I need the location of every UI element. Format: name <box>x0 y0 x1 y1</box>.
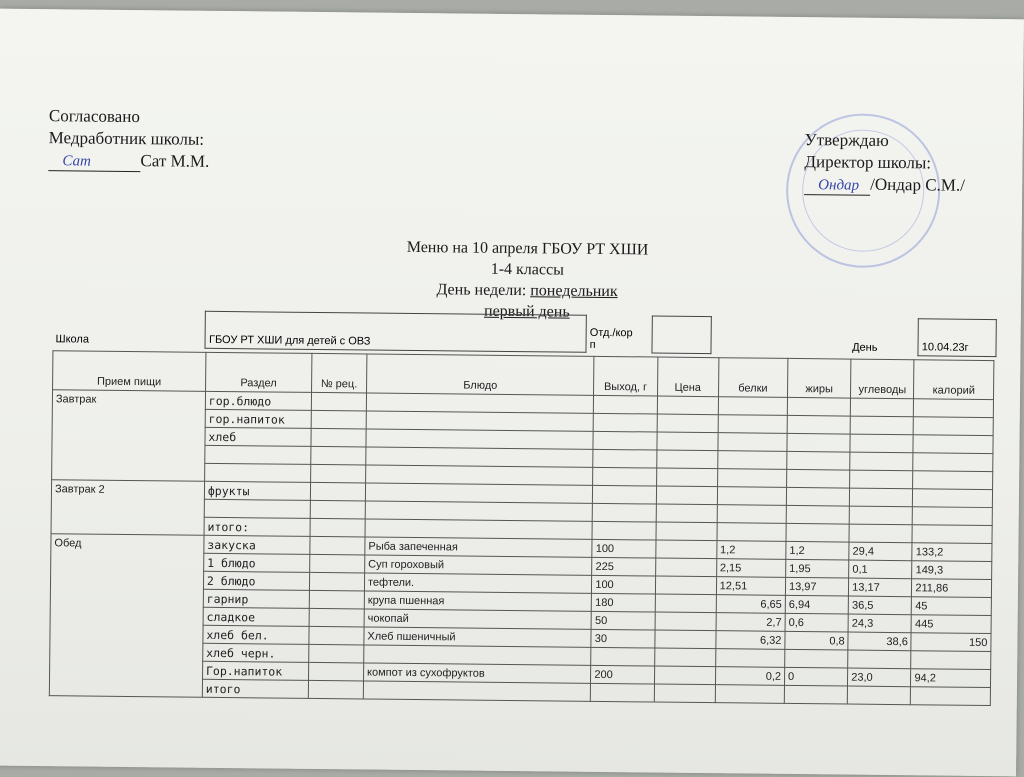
output-cell <box>594 395 657 414</box>
section-cell <box>205 445 311 464</box>
fat-cell <box>785 649 848 668</box>
kcal-cell <box>914 399 994 418</box>
fat-cell: 6,94 <box>785 595 848 614</box>
dish-cell <box>366 465 594 485</box>
price-cell <box>655 594 716 613</box>
output-cell <box>592 521 655 540</box>
carb-cell: 0,1 <box>849 560 912 579</box>
kcal-cell <box>912 525 992 544</box>
day-value: 10.04.23г <box>918 319 996 357</box>
dish-cell: чокопай <box>364 609 592 629</box>
carb-cell <box>849 524 912 543</box>
price-cell <box>656 486 717 505</box>
meal-cell: Завтрак <box>52 390 206 482</box>
recipe-cell <box>309 644 364 663</box>
meal-cell: Обед <box>49 534 204 698</box>
fat-cell: 1,2 <box>786 541 849 560</box>
recipe-cell <box>310 482 365 501</box>
carb-cell <box>848 650 911 669</box>
col-header: углеводы <box>851 359 915 399</box>
carb-cell <box>850 416 913 435</box>
menu-table <box>49 350 995 706</box>
fat-cell <box>787 469 850 488</box>
heading-line-4: первый день <box>483 302 570 321</box>
kcal-cell <box>913 507 993 526</box>
output-cell: 225 <box>592 557 655 576</box>
dish-cell: крупа пшенная <box>364 591 592 611</box>
agreed-block <box>48 105 210 173</box>
recipe-cell <box>310 500 365 519</box>
col-header: жиры <box>788 358 852 398</box>
carb-cell <box>850 488 913 507</box>
kcal-cell: 211,86 <box>912 579 992 598</box>
section-cell: хлеб <box>205 427 311 446</box>
price-cell <box>657 414 718 433</box>
carb-cell: 29,4 <box>849 542 912 561</box>
recipe-cell <box>310 518 365 537</box>
dish-cell <box>366 447 594 467</box>
protein-cell <box>715 685 784 704</box>
carb-cell: 24,3 <box>848 614 911 633</box>
kcal-cell: 445 <box>911 615 991 634</box>
recipe-cell <box>309 608 364 627</box>
dish-cell <box>365 519 593 539</box>
carb-cell: 13,17 <box>849 578 912 597</box>
kcal-cell: 150 <box>911 633 991 652</box>
carb-cell <box>851 398 914 417</box>
carb-cell: 23,0 <box>848 668 911 687</box>
price-cell <box>657 396 718 415</box>
price-cell <box>656 522 717 541</box>
section-cell: гор.напиток <box>205 409 311 428</box>
protein-cell <box>717 451 786 470</box>
protein-cell <box>717 523 786 542</box>
approve-title: Утверждаю <box>804 130 889 150</box>
output-cell <box>593 431 656 450</box>
output-cell: 100 <box>592 575 655 594</box>
fat-cell <box>787 451 850 470</box>
output-cell <box>593 503 656 522</box>
protein-cell <box>718 415 787 434</box>
signature-line <box>804 176 870 196</box>
protein-cell: 1,2 <box>716 541 785 560</box>
output-cell: 50 <box>591 611 654 630</box>
dish-cell: Рыба запеченная <box>365 537 593 557</box>
kcal-cell: 149,3 <box>912 561 992 580</box>
fat-cell <box>786 487 849 506</box>
fat-cell <box>787 415 850 434</box>
dish-cell: тефтели. <box>364 573 592 593</box>
protein-cell <box>717 487 786 506</box>
fat-cell <box>786 505 849 524</box>
approve-block <box>804 129 965 197</box>
fat-cell <box>786 523 849 542</box>
carb-cell <box>850 434 913 453</box>
col-header: Блюдо <box>367 354 595 395</box>
signature-line <box>48 152 140 172</box>
protein-cell <box>717 505 786 524</box>
section-cell: хлеб черн. <box>203 643 309 662</box>
section-cell: гарнир <box>203 589 309 608</box>
dish-cell <box>365 483 593 503</box>
output-cell: 200 <box>591 665 654 684</box>
kcal-cell <box>914 417 994 436</box>
output-cell: 100 <box>592 539 655 558</box>
section-cell: Гор.напиток <box>202 661 308 680</box>
col-header: Раздел <box>205 352 311 392</box>
section-cell: итого: <box>204 517 310 536</box>
col-header: Цена <box>657 357 719 397</box>
school-value: ГБОУ РТ ХШИ для детей с ОВЗ <box>205 311 586 352</box>
price-cell <box>655 540 716 559</box>
protein-cell: 2,7 <box>716 613 785 632</box>
dish-cell: Хлеб пшеничный <box>364 627 592 647</box>
output-cell <box>591 647 654 666</box>
recipe-cell <box>310 554 365 573</box>
school-label: Школа <box>55 332 90 346</box>
approve-signature-line <box>804 173 965 197</box>
heading-line-1: Меню на 10 апреля ГБОУ РТ ХШИ <box>406 238 649 259</box>
section-cell <box>204 499 310 518</box>
carb-cell <box>849 506 912 525</box>
section-cell: сладкое <box>203 607 309 626</box>
kcal-cell <box>913 489 993 508</box>
output-cell <box>591 683 654 702</box>
dept-label: Отд./кор п <box>589 326 633 351</box>
price-cell <box>656 432 717 451</box>
output-cell <box>593 467 656 486</box>
protein-cell <box>718 397 787 416</box>
fat-cell: 0,8 <box>785 631 848 650</box>
handwritten-signature: Ондар <box>818 177 860 194</box>
meal-cell: Завтрак 2 <box>51 480 204 536</box>
protein-cell <box>718 433 787 452</box>
kcal-cell <box>913 471 993 490</box>
agreed-role: Медработник школы: <box>48 128 205 149</box>
section-cell: хлеб бел. <box>203 625 309 644</box>
fat-cell <box>787 433 850 452</box>
fat-cell: 13,97 <box>785 577 848 596</box>
carb-cell <box>850 470 913 489</box>
col-header: калорий <box>914 360 994 400</box>
approve-name: /Ондар С.М./ <box>870 174 966 195</box>
section-cell: закуска <box>204 535 310 554</box>
recipe-cell <box>311 410 366 429</box>
price-cell <box>654 630 715 649</box>
kcal-cell <box>913 435 993 454</box>
dish-cell: компот из сухофруктов <box>363 663 591 683</box>
dish-cell <box>365 501 593 521</box>
kcal-cell: 45 <box>912 597 992 616</box>
agreed-signature-line <box>48 149 209 173</box>
recipe-cell <box>309 626 364 645</box>
fat-cell: 1,95 <box>786 559 849 578</box>
section-cell: фрукты <box>204 481 310 500</box>
output-cell <box>593 449 656 468</box>
weekday-label: День недели: <box>436 281 531 300</box>
recipe-cell <box>309 572 364 591</box>
section-cell: гор.блюдо <box>205 391 311 410</box>
protein-cell: 12,51 <box>716 577 785 596</box>
section-cell: 2 блюдо <box>203 571 309 590</box>
output-cell <box>593 413 656 432</box>
output-cell: 180 <box>592 593 655 612</box>
section-cell <box>205 463 311 482</box>
protein-cell <box>717 469 786 488</box>
kcal-cell <box>911 651 991 670</box>
carb-cell: 38,6 <box>848 632 911 651</box>
col-header: Прием пищи <box>53 351 206 392</box>
col-header: Выход, г <box>594 356 658 396</box>
weekday-value: понедельник <box>530 282 618 301</box>
recipe-cell <box>308 662 363 681</box>
carb-cell <box>850 452 913 471</box>
kcal-cell: 133,2 <box>912 543 992 562</box>
document-sheet <box>0 9 1024 777</box>
price-cell <box>654 684 715 703</box>
dish-cell <box>366 429 594 449</box>
dish-cell <box>366 393 594 413</box>
dept-value <box>652 316 712 354</box>
recipe-cell <box>311 392 366 411</box>
col-header: № рец. <box>311 353 366 393</box>
price-cell <box>656 450 717 469</box>
protein-cell <box>715 649 784 668</box>
price-cell <box>655 576 716 595</box>
col-header: белки <box>718 358 788 398</box>
recipe-cell <box>310 536 365 555</box>
approve-role: Директор школы: <box>804 152 932 173</box>
price-cell <box>654 648 715 667</box>
heading-line-2: 1-4 классы <box>490 260 564 279</box>
price-cell <box>655 558 716 577</box>
price-cell <box>654 666 715 685</box>
recipe-cell <box>311 446 366 465</box>
dish-cell: Суп гороховый <box>365 555 593 575</box>
protein-cell: 6,32 <box>716 631 785 650</box>
price-cell <box>655 612 716 631</box>
protein-cell: 6,65 <box>716 595 785 614</box>
dish-cell <box>363 681 591 701</box>
recipe-cell <box>309 590 364 609</box>
fat-cell: 0 <box>784 667 847 686</box>
section-cell: 1 блюдо <box>204 553 310 572</box>
fat-cell <box>787 397 850 416</box>
fat-cell: 0,6 <box>785 613 848 632</box>
recipe-cell <box>311 428 366 447</box>
section-cell: итого <box>202 679 308 698</box>
kcal-cell <box>911 687 991 706</box>
kcal-cell: 94,2 <box>911 669 991 688</box>
protein-cell: 0,2 <box>715 667 784 686</box>
handwritten-signature: Сат <box>62 153 91 170</box>
protein-cell: 2,15 <box>716 559 785 578</box>
dish-cell <box>364 645 592 665</box>
agreed-name: Сат М.М. <box>140 151 210 171</box>
carb-cell: 36,5 <box>848 596 911 615</box>
kcal-cell <box>913 453 993 472</box>
agreed-title: Согласовано <box>48 106 140 127</box>
price-cell <box>656 504 717 523</box>
output-cell: 30 <box>591 629 654 648</box>
carb-cell <box>847 686 910 705</box>
recipe-cell <box>311 464 366 483</box>
day-label: День <box>852 341 878 354</box>
dish-cell <box>366 411 594 431</box>
recipe-cell <box>308 680 363 699</box>
price-cell <box>656 468 717 487</box>
output-cell <box>593 485 656 504</box>
fat-cell <box>784 685 847 704</box>
